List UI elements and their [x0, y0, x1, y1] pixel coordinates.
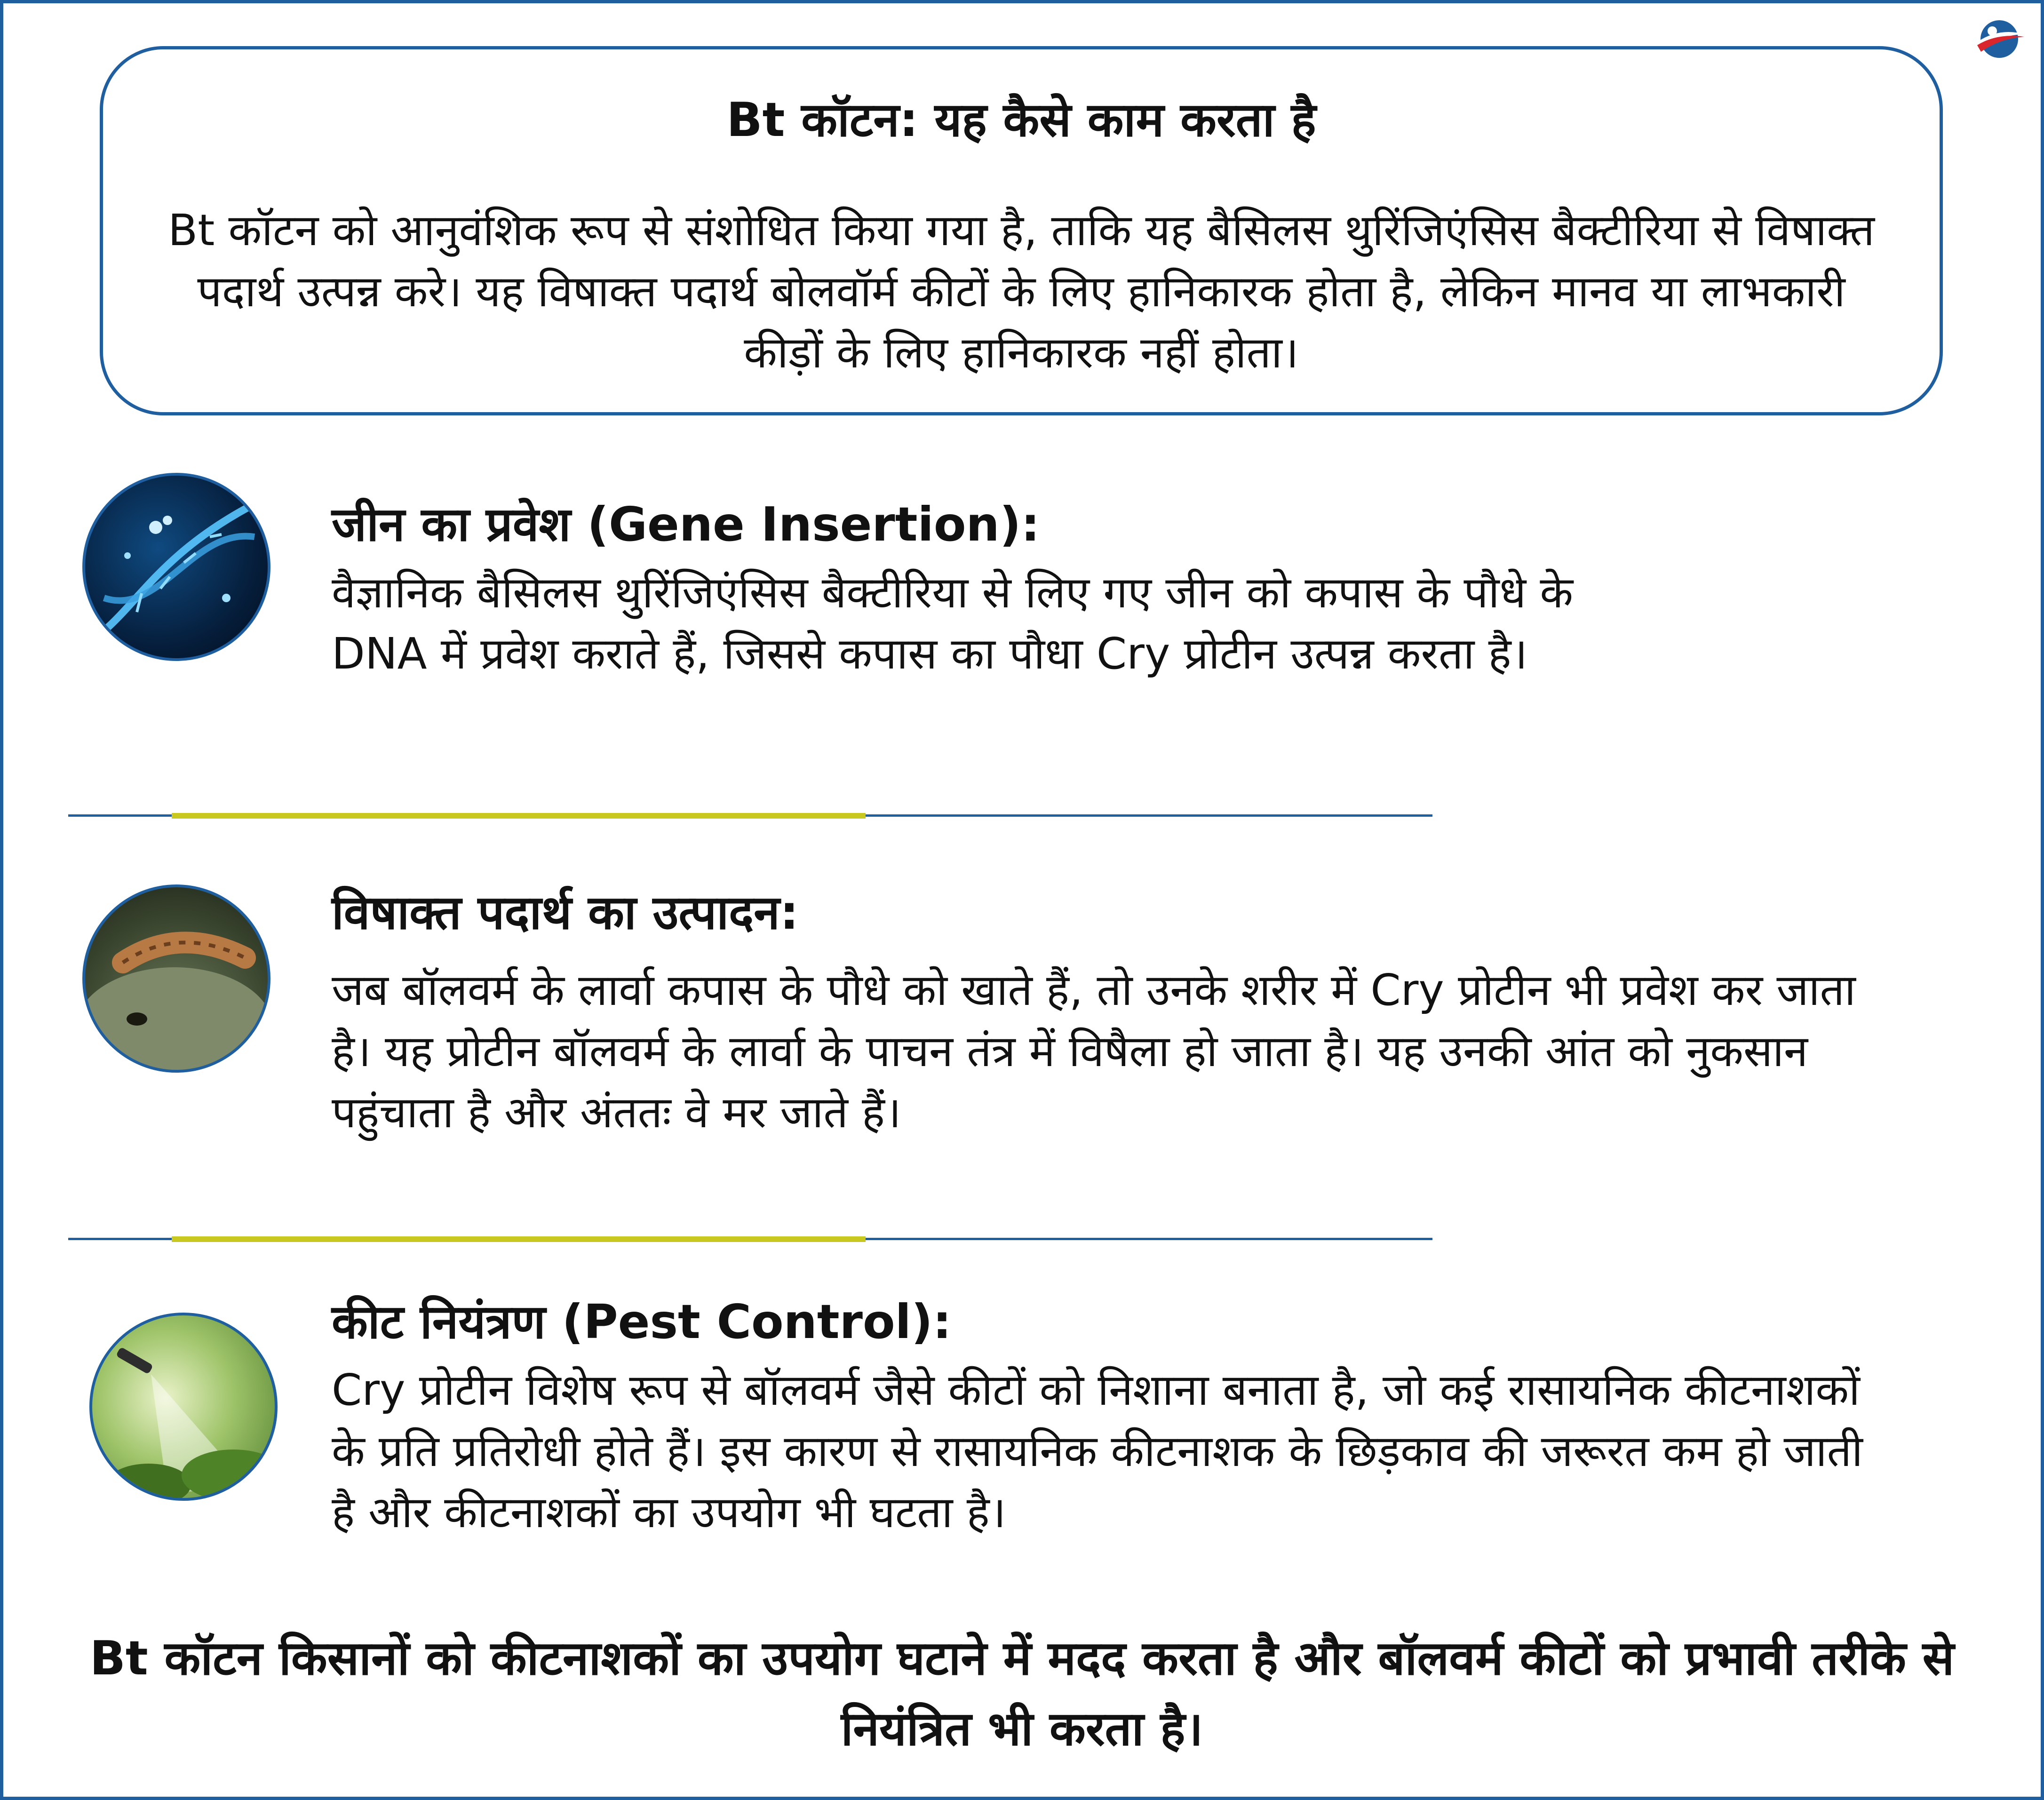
section-divider: [68, 1236, 1432, 1241]
spray-icon: [89, 1313, 278, 1501]
intro-title: Bt कॉटन: यह कैसे काम करता है: [726, 92, 1316, 147]
conclusion-text: Bt कॉटन किसानों को कीटनाशकों का उपयोग घटाने में मदद करता है और बॉलवर्म कीटों को प्रभावी तरीके से नियंत्रित भी करता है।: [89, 1631, 1955, 1756]
section-title-gene-insertion: जीन का प्रवेश (Gene Insertion):: [332, 497, 1040, 552]
section-body-toxin-production: जब बॉलवर्म के लार्वा कपास के पौधे को खाते हैं, तो उनके शरीर में Cry प्रोटीन भी प्रवेश कर जाता है। यह प्रोटीन बॉलवर्म के लार्वा के पाचन तंत्र में विषैला हो जाता है। यह उनकी आंत को नुकसान पहुंचाता है और अंततः वे मर जाते हैं।: [332, 965, 1856, 1138]
section-title-pest-control: कीट नियंत्रण (Pest Control):: [332, 1294, 952, 1349]
section-body-gene-insertion: वैज्ञानिक बैसिलस थुरिंजिएंसिस बैक्टीरिया से लिए गए जीन को कपास के पौधे के DNA में प्रवेश कराते हैं, जिससे कपास का पौधा Cry प्रोटीन उत्पन्न करता है।: [332, 567, 1573, 679]
bollworm-icon: [82, 884, 270, 1073]
intro-box: [100, 46, 1943, 415]
brand-logo-icon: [1969, 8, 2030, 70]
dna-icon: [82, 473, 270, 661]
section-divider: [68, 813, 1432, 818]
intro-body: Bt कॉटन को आनुवंशिक रूप से संशोधित किया गया है, ताकि यह बैसिलस थुरिंजिएंसिस बैक्टीरिया से विषाक्त पदार्थ उत्पन्न करे। यह विषाक्त पदार्थ बोलवॉर्म कीटों के लिए हानिकारक होता है, लेकिन मानव या लाभकारी कीड़ों के लिए हानिकारक नहीं होता।: [168, 205, 1875, 378]
section-body-pest-control: Cry प्रोटीन विशेष रूप से बॉलवर्म जैसे कीटों को निशाना बनाता है, जो कई रासायनिक कीटनाशकों के प्रति प्रतिरोधी होते हैं। इस कारण से रासायनिक कीटनाशक के छिड़काव की जरूरत कम हो जाती है और कीटनाशकों का उपयोग भी घटता है।: [332, 1365, 1863, 1537]
section-title-toxin-production: विषाक्त पदार्थ का उत्पादन:: [332, 885, 799, 940]
